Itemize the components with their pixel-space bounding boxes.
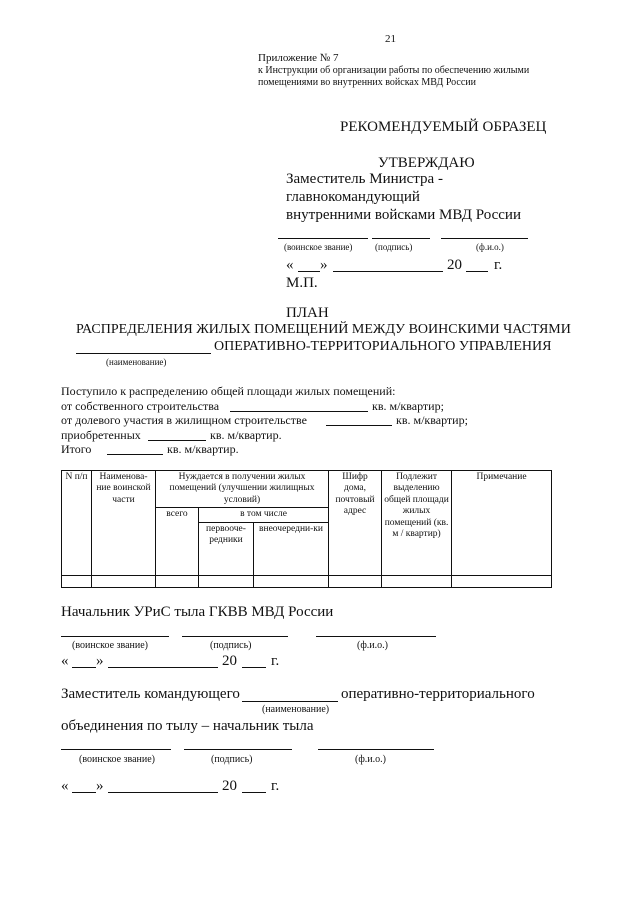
sign1-rank-caption: (воинское звание) <box>72 640 148 651</box>
sign1-date-open: « <box>61 653 69 669</box>
col-header-code: Шифр дома, почтовый адрес <box>329 471 382 576</box>
plan-title-line-1: РАСПРЕДЕЛЕНИЯ ЖИЛЫХ ПОМЕЩЕНИЙ МЕЖДУ ВОИНСКИМИ ЧАСТЯМИ <box>76 322 571 337</box>
approval-name-caption: (ф.и.о.) <box>476 242 504 252</box>
approval-line-1: Заместитель Министра - <box>286 171 443 187</box>
title-name-caption: (наименование) <box>106 357 167 367</box>
sign1-year-suffix: г. <box>271 653 280 669</box>
approval-year-suffix: г. <box>494 257 503 273</box>
received-own-unit: кв. м/квартир; <box>372 399 444 413</box>
sign2-person-caption: (ф.и.о.) <box>355 754 386 765</box>
page-number: 21 <box>385 33 396 45</box>
appendix-line-2: помещениями во внутренних войсках МВД России <box>258 77 476 88</box>
sign2-date-close: » <box>96 778 104 794</box>
approval-date-close: » <box>320 257 328 273</box>
received-share-label: от долевого участия в жилищном строительстве <box>61 413 307 427</box>
approval-signature-caption: (подпись) <box>375 242 413 252</box>
sign1-name-caption: (ф.и.о.) <box>357 640 388 651</box>
received-intro: Поступило к распределению общей площади жилых помещений: <box>61 384 396 398</box>
approval-year-prefix: 20 <box>447 257 462 273</box>
col-header-including: в том числе <box>199 508 329 522</box>
received-total-label: Итого <box>61 442 92 456</box>
approval-line-3: внутренними войсками МВД России <box>286 207 521 223</box>
col-header-need: Нуждается в получении жилых помещений (улучшении жилищных условий) <box>156 471 329 508</box>
sign2-signature-caption: (подпись) <box>211 754 253 765</box>
sign2-year-prefix: 20 <box>222 778 237 794</box>
approval-heading: УТВЕРЖДАЮ <box>378 155 475 171</box>
sign2-name-caption: (наименование) <box>262 704 330 715</box>
sign2-line1-prefix: Заместитель командующего <box>61 686 240 702</box>
table-row <box>62 575 552 587</box>
received-share-unit: кв. м/квартир; <box>396 413 468 427</box>
distribution-table <box>61 470 552 588</box>
col-header-note: Примечание <box>452 471 552 576</box>
plan-title: ПЛАН <box>286 305 329 321</box>
appendix-line-1: к Инструкции об организации работы по обеспечению жилыми <box>258 65 530 76</box>
approval-line-2: главнокомандующий <box>286 189 420 205</box>
col-header-unit-name: Наименова-ние воинской части <box>92 471 156 576</box>
appendix-title: Приложение № 7 <box>258 52 339 64</box>
sign2-year-suffix: г. <box>271 778 280 794</box>
sign1-signature-caption: (подпись) <box>210 640 252 651</box>
sign1-title: Начальник УРиС тыла ГКВВ МВД России <box>61 604 334 620</box>
sign2-rank-caption: (воинское звание) <box>79 754 155 765</box>
col-header-number: N п/п <box>62 471 92 576</box>
received-bought-unit: кв. м/квартир. <box>210 428 282 442</box>
sign2-line1-suffix: оперативно-территориального <box>341 686 535 702</box>
sign2-date-open: « <box>61 778 69 794</box>
received-own-label: от собственного строительства <box>61 399 220 413</box>
col-header-allocation: Подлежит выделению общей площади жилых помещений (кв. м / квартир) <box>382 471 452 576</box>
plan-title-line-2: ОПЕРАТИВНО-ТЕРРИТОРИАЛЬНОГО УПРАВЛЕНИЯ <box>214 339 552 354</box>
col-header-priority: первооче-редники <box>199 522 254 575</box>
received-bought-label: приобретенных <box>61 428 141 442</box>
approval-date-open: « <box>286 257 294 273</box>
col-header-total: всего <box>156 508 199 575</box>
approval-rank-caption: (воинское звание) <box>284 242 353 252</box>
stamp-label: М.П. <box>286 275 318 291</box>
sample-label: РЕКОМЕНДУЕМЫЙ ОБРАЗЕЦ <box>340 119 547 135</box>
sign2-line2: объединения по тылу – начальник тыла <box>61 718 314 734</box>
received-total-unit: кв. м/квартир. <box>167 442 239 456</box>
sign1-year-prefix: 20 <box>222 653 237 669</box>
col-header-extraordinary: внеочередни-ки <box>254 522 329 575</box>
sign1-date-close: » <box>96 653 104 669</box>
